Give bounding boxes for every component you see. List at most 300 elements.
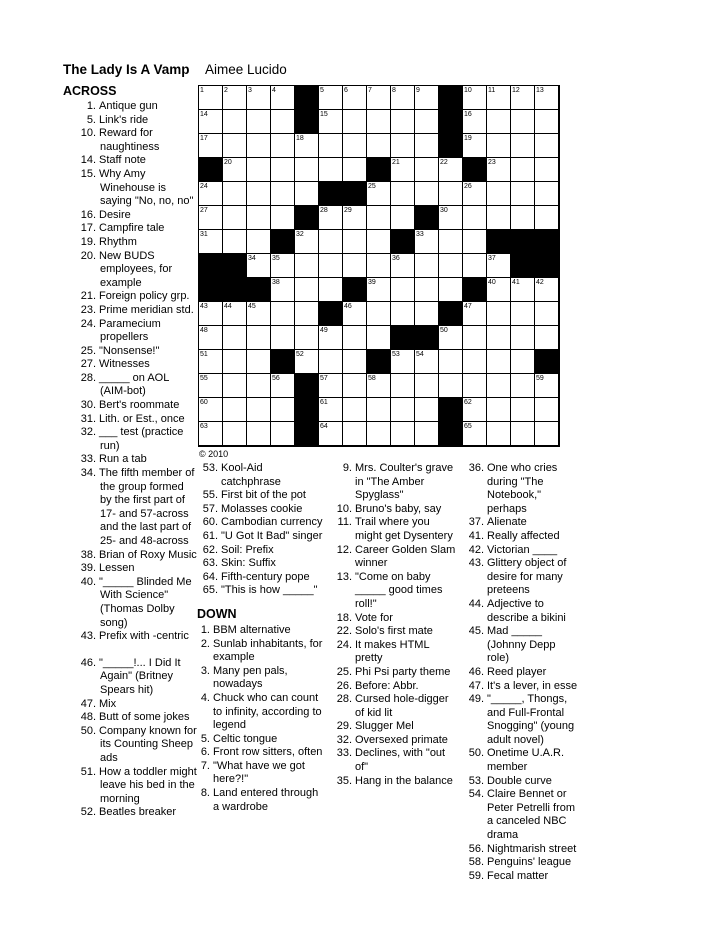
grid-cell[interactable] xyxy=(223,350,247,374)
cell-number: 23 xyxy=(488,159,496,166)
clue-text: New BUDS employees, for example xyxy=(99,249,173,289)
grid-cell[interactable] xyxy=(223,230,247,254)
grid-cell[interactable] xyxy=(487,350,511,374)
clue xyxy=(63,725,197,766)
clue-text: Slugger Mel xyxy=(355,720,414,733)
grid-cell[interactable] xyxy=(223,326,247,350)
clue-number: 14. xyxy=(80,154,96,167)
clue-number: 32. xyxy=(80,426,96,439)
grid-cell[interactable] xyxy=(247,230,271,254)
grid-cell[interactable] xyxy=(367,110,391,134)
grid-cell[interactable] xyxy=(535,422,559,446)
grid-cell[interactable] xyxy=(223,110,247,134)
clue-text: Rhythm xyxy=(99,235,137,248)
grid-cell[interactable] xyxy=(223,158,247,182)
grid-cell-black xyxy=(319,302,343,326)
clue-number: 28. xyxy=(336,693,352,706)
clue-text: Onetime U.A.R. member xyxy=(487,747,565,774)
clue xyxy=(197,733,323,747)
grid-cell[interactable] xyxy=(511,134,535,158)
grid-cell[interactable] xyxy=(271,86,295,110)
grid-cell[interactable] xyxy=(487,398,511,422)
clue-text: Career Golden Slam winner xyxy=(355,543,456,570)
grid-cell[interactable] xyxy=(391,158,415,182)
grid-cell[interactable] xyxy=(199,422,223,446)
grid-cell[interactable] xyxy=(367,182,391,206)
grid-cell-black xyxy=(511,230,535,254)
grid-cell[interactable] xyxy=(391,110,415,134)
grid-cell[interactable] xyxy=(391,302,415,326)
grid-cell[interactable] xyxy=(367,206,391,230)
grid-cell[interactable] xyxy=(487,326,511,350)
grid-cell[interactable] xyxy=(487,182,511,206)
grid-cell[interactable] xyxy=(319,206,343,230)
grid-cell[interactable] xyxy=(199,350,223,374)
grid-cell[interactable] xyxy=(535,374,559,398)
clue xyxy=(466,625,579,666)
clue-number: 60. xyxy=(202,516,218,529)
clue xyxy=(336,503,456,517)
cell-number: 46 xyxy=(344,303,352,310)
clue-number: 33. xyxy=(336,747,352,760)
grid-cell[interactable] xyxy=(343,206,367,230)
clue-number: 1. xyxy=(200,623,210,636)
clue-text: Trail where you might get Dysentery xyxy=(355,516,453,542)
grid-cell[interactable] xyxy=(199,134,223,158)
clue-number: 29. xyxy=(336,720,352,733)
clue-number: 57. xyxy=(202,502,218,515)
grid-cell[interactable] xyxy=(343,302,367,326)
cell-number: 18 xyxy=(296,135,304,142)
grid-cell[interactable] xyxy=(319,278,343,302)
clue-number: 6. xyxy=(200,746,210,759)
grid-cell-black xyxy=(223,254,247,278)
grid-cell[interactable] xyxy=(391,350,415,374)
cell-number: 11 xyxy=(488,87,496,94)
grid-cell[interactable] xyxy=(223,86,247,110)
grid-cell[interactable] xyxy=(295,326,319,350)
clue xyxy=(336,680,456,694)
clue-number: 65. xyxy=(202,584,218,597)
grid-cell[interactable] xyxy=(271,254,295,278)
clue-number: 43. xyxy=(80,630,96,643)
clues-column-3 xyxy=(336,462,456,788)
clue-number: 45. xyxy=(468,625,484,638)
clue-text: Celtic tongue xyxy=(213,732,278,745)
grid-cell[interactable] xyxy=(367,374,391,398)
grid-cell-black xyxy=(295,422,319,446)
grid-cell[interactable] xyxy=(295,134,319,158)
clue-text: "_____, Thongs, and Full-Frontal Snogging" (young adult novel) xyxy=(487,693,575,746)
grid-cell[interactable] xyxy=(247,110,271,134)
grid-cell[interactable] xyxy=(439,278,463,302)
grid-cell[interactable] xyxy=(343,398,367,422)
grid-cell[interactable] xyxy=(391,278,415,302)
grid-cell[interactable] xyxy=(367,278,391,302)
grid-cell[interactable] xyxy=(511,422,535,446)
grid-cell[interactable] xyxy=(535,206,559,230)
clue-text: Cursed hole-digger of kid lit xyxy=(355,693,449,719)
grid-cell[interactable] xyxy=(463,398,487,422)
clue-number: 7. xyxy=(200,759,210,772)
grid-cell[interactable] xyxy=(415,230,439,254)
clue-number: 1. xyxy=(86,100,96,112)
grid-cell-black xyxy=(439,398,463,422)
grid-cell[interactable] xyxy=(343,230,367,254)
grid-cell[interactable] xyxy=(511,182,535,206)
grid-cell[interactable] xyxy=(535,278,559,302)
cell-number: 12 xyxy=(512,87,520,94)
grid-cell[interactable] xyxy=(511,326,535,350)
clue xyxy=(63,154,197,168)
grid-cell[interactable] xyxy=(463,230,487,254)
grid-cell[interactable] xyxy=(223,134,247,158)
grid-cell[interactable] xyxy=(223,182,247,206)
grid-cell[interactable] xyxy=(271,422,295,446)
grid-cell[interactable] xyxy=(439,326,463,350)
clue-text: Hang in the balance xyxy=(355,774,453,787)
clue-number: 43. xyxy=(468,557,484,570)
grid-cell[interactable] xyxy=(247,206,271,230)
grid-cell[interactable] xyxy=(391,182,415,206)
grid-cell[interactable] xyxy=(535,158,559,182)
grid-cell[interactable] xyxy=(463,254,487,278)
grid-cell[interactable] xyxy=(367,302,391,326)
grid-cell[interactable] xyxy=(511,398,535,422)
clue xyxy=(336,462,456,503)
grid-cell[interactable] xyxy=(463,206,487,230)
cell-number: 64 xyxy=(320,423,328,430)
grid-cell[interactable] xyxy=(391,134,415,158)
grid-cell[interactable] xyxy=(271,182,295,206)
grid-cell[interactable] xyxy=(487,134,511,158)
clue-text: Why Amy Winehouse is saying "No, no, no" xyxy=(99,167,194,208)
clue-number: 9. xyxy=(342,462,352,474)
grid-cell[interactable] xyxy=(463,134,487,158)
grid-cell[interactable] xyxy=(511,158,535,182)
grid-cell-black xyxy=(439,110,463,134)
clue-text: Glittery object of desire for many preteens xyxy=(487,557,567,597)
clue-number: 53. xyxy=(468,774,484,787)
grid-cell[interactable] xyxy=(511,86,535,110)
clue xyxy=(63,576,197,630)
grid-cell[interactable] xyxy=(463,182,487,206)
grid-cell[interactable] xyxy=(295,350,319,374)
grid-cell[interactable] xyxy=(343,326,367,350)
grid-cell[interactable] xyxy=(367,398,391,422)
grid-cell[interactable] xyxy=(415,302,439,326)
grid-cell[interactable] xyxy=(415,398,439,422)
clue-number: 61. xyxy=(202,529,218,542)
grid-cell[interactable] xyxy=(199,86,223,110)
grid-cell[interactable] xyxy=(487,86,511,110)
cell-number: 47 xyxy=(464,303,472,310)
grid-cell[interactable] xyxy=(487,254,511,278)
grid-cell[interactable] xyxy=(391,206,415,230)
clue xyxy=(63,100,197,114)
grid-cell[interactable] xyxy=(535,134,559,158)
grid-cell[interactable] xyxy=(271,278,295,302)
grid-cell[interactable] xyxy=(271,158,295,182)
grid-cell[interactable] xyxy=(511,206,535,230)
grid-cell[interactable] xyxy=(535,110,559,134)
across-clues-column-2 xyxy=(197,462,323,598)
clue xyxy=(197,760,323,787)
grid-cell[interactable] xyxy=(391,374,415,398)
grid-cell[interactable] xyxy=(487,278,511,302)
grid-cell[interactable] xyxy=(199,398,223,422)
grid-cell[interactable] xyxy=(295,230,319,254)
grid-cell[interactable] xyxy=(199,326,223,350)
grid-cell[interactable] xyxy=(367,134,391,158)
grid-cell[interactable] xyxy=(223,206,247,230)
grid-cell[interactable] xyxy=(319,158,343,182)
grid-cell[interactable] xyxy=(415,182,439,206)
clue-text: Solo's first mate xyxy=(355,625,433,638)
grid-cell[interactable] xyxy=(271,302,295,326)
clue-text: Reed player xyxy=(487,665,547,678)
grid-cell[interactable] xyxy=(463,86,487,110)
grid-cell[interactable] xyxy=(319,350,343,374)
grid-cell[interactable] xyxy=(415,278,439,302)
grid-cell[interactable] xyxy=(319,110,343,134)
grid-cell[interactable] xyxy=(223,422,247,446)
grid-cell[interactable] xyxy=(391,398,415,422)
grid-cell-black xyxy=(295,110,319,134)
grid-cell[interactable] xyxy=(319,398,343,422)
clue xyxy=(63,209,197,223)
grid-cell[interactable] xyxy=(343,158,367,182)
clue-text: Kool-Aid catchphrase xyxy=(221,462,281,488)
grid-cell[interactable] xyxy=(487,158,511,182)
grid-cell[interactable] xyxy=(463,422,487,446)
clue-number: 49. xyxy=(468,693,484,706)
clue-number: 12. xyxy=(336,543,352,556)
grid-cell-black xyxy=(271,230,295,254)
clue-number: 18. xyxy=(336,611,352,624)
grid-cell[interactable] xyxy=(415,374,439,398)
grid-cell[interactable] xyxy=(343,350,367,374)
grid-cell[interactable] xyxy=(223,398,247,422)
grid-cell[interactable] xyxy=(391,86,415,110)
grid-cell[interactable] xyxy=(439,374,463,398)
clue xyxy=(63,711,197,725)
grid-cell[interactable] xyxy=(247,422,271,446)
cell-number: 26 xyxy=(464,183,472,190)
grid-cell[interactable] xyxy=(535,302,559,326)
grid-cell[interactable] xyxy=(511,374,535,398)
cell-number: 48 xyxy=(200,327,208,334)
grid-cell[interactable] xyxy=(247,86,271,110)
grid-cell[interactable] xyxy=(247,326,271,350)
cell-number: 31 xyxy=(200,231,208,238)
clue-text: Adjective to describe a bikini xyxy=(487,597,566,624)
grid-cell[interactable] xyxy=(463,374,487,398)
grid-cell[interactable] xyxy=(199,206,223,230)
clue xyxy=(197,516,323,530)
grid-cell-black xyxy=(535,350,559,374)
grid-cell[interactable] xyxy=(247,398,271,422)
grid-cell-black xyxy=(415,326,439,350)
grid-cell-black xyxy=(295,374,319,398)
grid-cell[interactable] xyxy=(463,110,487,134)
clue xyxy=(197,503,323,517)
grid-cell[interactable] xyxy=(463,302,487,326)
clue-number: 10. xyxy=(80,127,96,140)
clue-text: ___ test (practice run) xyxy=(99,426,184,452)
grid-cell[interactable] xyxy=(295,158,319,182)
clue-text: Victorian ____ xyxy=(487,543,558,556)
grid-cell[interactable] xyxy=(247,374,271,398)
cell-number: 49 xyxy=(320,327,328,334)
grid-cell[interactable] xyxy=(415,110,439,134)
clue-number: 4. xyxy=(200,691,210,704)
grid-cell[interactable] xyxy=(487,206,511,230)
grid-cell[interactable] xyxy=(247,182,271,206)
grid-cell[interactable] xyxy=(487,422,511,446)
grid-cell[interactable] xyxy=(247,134,271,158)
grid-cell[interactable] xyxy=(439,230,463,254)
clue-text: Soil: Prefix xyxy=(221,543,274,556)
grid-cell[interactable] xyxy=(415,254,439,278)
grid-cell[interactable] xyxy=(319,326,343,350)
grid-cell[interactable] xyxy=(343,422,367,446)
cell-number: 65 xyxy=(464,423,472,430)
clue-number: 64. xyxy=(202,570,218,583)
clue-number: 59. xyxy=(468,869,484,882)
grid-cell[interactable] xyxy=(319,254,343,278)
grid-cell[interactable] xyxy=(295,182,319,206)
grid-cell[interactable] xyxy=(343,134,367,158)
clue-number: 36. xyxy=(468,462,484,474)
grid-cell[interactable] xyxy=(271,206,295,230)
grid-cell-black xyxy=(535,230,559,254)
grid-cell[interactable] xyxy=(343,110,367,134)
clue-number: 34. xyxy=(80,467,96,480)
grid-cell[interactable] xyxy=(511,110,535,134)
clue xyxy=(63,549,197,563)
cell-number: 63 xyxy=(200,423,208,430)
clue-number: 15. xyxy=(80,167,96,180)
grid-cell[interactable] xyxy=(463,326,487,350)
grid-cell[interactable] xyxy=(247,254,271,278)
clue-number: 19. xyxy=(80,235,96,248)
grid-cell[interactable] xyxy=(415,158,439,182)
grid-cell[interactable] xyxy=(295,278,319,302)
grid-cell[interactable] xyxy=(511,278,535,302)
grid-cell[interactable] xyxy=(199,374,223,398)
clue-text: Front row sitters, often xyxy=(213,746,323,759)
clue-number: 41. xyxy=(468,529,484,542)
clue-number: 13. xyxy=(336,570,352,583)
grid-cell[interactable] xyxy=(247,158,271,182)
grid-cell[interactable] xyxy=(319,86,343,110)
clue-text: One who cries during "The Notebook," perhaps xyxy=(487,462,558,515)
grid-cell[interactable] xyxy=(367,254,391,278)
clue xyxy=(63,413,197,427)
grid-cell[interactable] xyxy=(439,158,463,182)
grid-cell[interactable] xyxy=(415,134,439,158)
grid-cell[interactable] xyxy=(247,350,271,374)
grid-cell[interactable] xyxy=(535,86,559,110)
grid-cell[interactable] xyxy=(223,302,247,326)
grid-cell[interactable] xyxy=(271,134,295,158)
grid-cell[interactable] xyxy=(439,350,463,374)
grid-cell[interactable] xyxy=(223,374,247,398)
grid-cell[interactable] xyxy=(439,182,463,206)
clue-text: "Come on baby _____ good times roll!" xyxy=(355,570,443,610)
clue xyxy=(336,571,456,612)
grid-cell[interactable] xyxy=(535,182,559,206)
grid-cell[interactable] xyxy=(487,374,511,398)
grid-cell[interactable] xyxy=(415,422,439,446)
clue-number: 58. xyxy=(468,856,484,869)
grid-cell[interactable] xyxy=(463,350,487,374)
cell-number: 9 xyxy=(416,87,420,94)
grid-cell[interactable] xyxy=(295,254,319,278)
grid-cell[interactable] xyxy=(343,374,367,398)
grid-cell[interactable] xyxy=(271,326,295,350)
grid-cell[interactable] xyxy=(367,230,391,254)
grid-cell[interactable] xyxy=(391,254,415,278)
grid-cell-black xyxy=(223,278,247,302)
grid-cell[interactable] xyxy=(367,326,391,350)
grid-cell[interactable] xyxy=(367,422,391,446)
grid-cell[interactable] xyxy=(511,350,535,374)
clue xyxy=(336,625,456,639)
clue-number: 62. xyxy=(202,543,218,556)
grid-cell[interactable] xyxy=(319,374,343,398)
grid-cell-black xyxy=(343,278,367,302)
clue-text: First bit of the pot xyxy=(221,489,306,502)
grid-cell[interactable] xyxy=(487,302,511,326)
grid-cell[interactable] xyxy=(367,86,391,110)
grid-cell[interactable] xyxy=(295,302,319,326)
clue xyxy=(197,787,323,814)
grid-cell[interactable] xyxy=(415,86,439,110)
grid-cell[interactable] xyxy=(487,110,511,134)
grid-cell[interactable] xyxy=(391,422,415,446)
cell-number: 19 xyxy=(464,135,472,142)
clue xyxy=(63,562,197,576)
grid-cell[interactable] xyxy=(271,374,295,398)
grid-cell[interactable] xyxy=(415,350,439,374)
clue xyxy=(197,530,323,544)
grid-cell[interactable] xyxy=(271,110,295,134)
grid-cell[interactable] xyxy=(199,230,223,254)
grid-cell[interactable] xyxy=(271,398,295,422)
grid-cell[interactable] xyxy=(535,326,559,350)
grid-cell[interactable] xyxy=(511,302,535,326)
clue-number: 47. xyxy=(468,679,484,692)
grid-cell[interactable] xyxy=(535,398,559,422)
clue-text: Chuck who can count to infinity, according to legend xyxy=(213,691,322,732)
grid-cell[interactable] xyxy=(199,182,223,206)
grid-cell[interactable] xyxy=(319,134,343,158)
clue xyxy=(197,489,323,503)
clue-text: Fifth-century pope xyxy=(221,570,310,583)
clue-number: 40. xyxy=(80,575,96,588)
grid-cell[interactable] xyxy=(247,302,271,326)
grid-cell[interactable] xyxy=(319,230,343,254)
grid-cell[interactable] xyxy=(199,302,223,326)
grid-cell[interactable] xyxy=(439,206,463,230)
grid-cell[interactable] xyxy=(343,86,367,110)
grid-cell[interactable] xyxy=(439,254,463,278)
grid-cell[interactable] xyxy=(199,110,223,134)
grid-cell[interactable] xyxy=(319,422,343,446)
grid-cell[interactable] xyxy=(343,254,367,278)
